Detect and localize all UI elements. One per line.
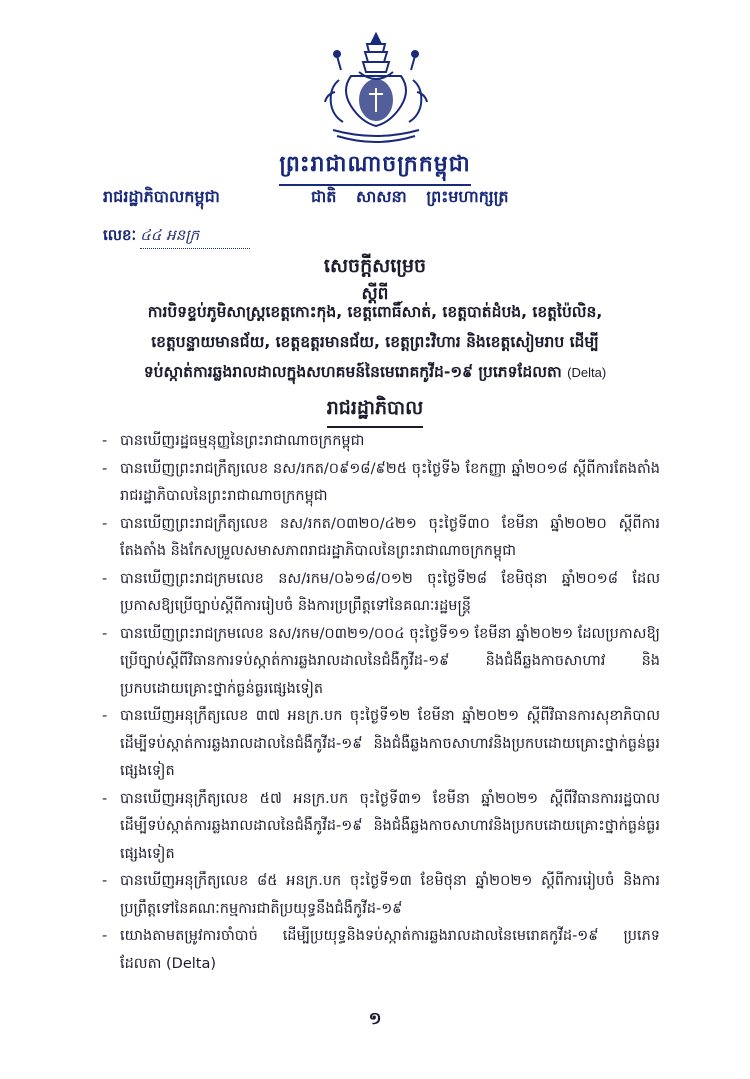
list-item-text: បានឃើញរដ្ឋធម្មនុញ្ញនៃព្រះរាជាណាចក្រកម្ពុជា xyxy=(120,433,365,449)
bullet-dash: - xyxy=(102,460,108,477)
list-item xyxy=(98,511,660,566)
issuing-government: រាជរដ្ឋាភិបាលកម្ពុជា xyxy=(103,187,220,206)
list-item-text: បានឃើញព្រះរាជក្រឹត្យលេខ នស/រកត/០៩១៨/៩២៥ ចុះថ្ងៃទី៦ ខែកញ្ញា ឆ្នាំ២០១៨ ស្តីពីការតែងតាំងរាជរដ្ឋាភិបាលនៃព្រះរាជាណាចក្រកម្ពុជា xyxy=(120,460,660,504)
delta-label: (Delta) xyxy=(567,365,607,380)
list-item xyxy=(98,923,660,978)
document-type-title: សេចក្តីសម្រេច xyxy=(323,255,427,277)
list-item xyxy=(98,868,660,923)
subject-line-3-text: ទប់ស្កាត់ការឆ្លងរាលដាលក្នុងសហគមន៍នៃមេរោគកូវីដ-១៩ ប្រភេទដែលតា xyxy=(143,363,562,381)
bullet-dash: - xyxy=(102,873,108,889)
national-motto: ជាតិ សាសនា ព្រះមហាក្សត្រ xyxy=(311,187,509,206)
document-number xyxy=(103,226,250,249)
section-title xyxy=(0,396,750,428)
legal-basis-list xyxy=(98,428,660,978)
subject-line-1: ការបិទខ្ទប់ភូមិសាស្ត្រខេត្តកោះកុង, ខេត្តពោធិ៍សាត់, ខេត្តបាត់ដំបង, ខេត្តប៉ៃលិន, xyxy=(147,303,603,321)
bullet-dash: - xyxy=(102,708,108,724)
list-item-text: បានឃើញព្រះរាជក្រមលេខ នស/រកម/០៦១៨/០១២ ចុះថ្ងៃទី២៨ ខែមិថុនា ឆ្នាំ២០១៨ ដែលប្រកាសឱ្យប្រើច្បាប់ស្តីពីការរៀបចំ និងការប្រព្រឹត្តទៅនៃគណៈរដ្ឋមន្ត្រី xyxy=(120,570,660,614)
list-item xyxy=(98,566,660,621)
number-value: ៤៤ អនក្រ xyxy=(140,226,250,249)
bullet-dash: - xyxy=(102,928,108,944)
bullet-dash: - xyxy=(102,570,108,587)
list-item-text: យោងតាមតម្រូវការចាំបាច់ ដើម្បីប្រយុទ្ធនិងទប់ស្កាត់ការឆ្លងរាលដាលនៃមេរោគកូវីដ-១៩ ប្រភេទដែលតា (Delta) xyxy=(120,928,660,972)
section-title-text: រាជរដ្ឋាភិបាល xyxy=(327,396,423,428)
kingdom-name xyxy=(0,150,750,186)
subject-line-2: ខេត្តបន្ទាយមានជ័យ, ខេត្តឧត្តរមានជ័យ, ខេត្តព្រះវិហារ និងខេត្តសៀមរាប ដើម្បី xyxy=(151,333,599,351)
list-item-text: បានឃើញអនុក្រឹត្យលេខ ៥៧ អនក្រ.បក ចុះថ្ងៃទី៣១ ខែមីនា ឆ្នាំ២០២១ ស្តីពីវិធានការរដ្ឋបាលដើម្បីទប់ស្កាត់ការឆ្លងរាលដាលនៃជំងឺកូវីដ-១៩ និងជំងឺឆ្លងកាចសាហាវនិងប្រកបដោយគ្រោះថ្នាក់ធ្ងន់ធ្ងរផ្សេងទៀត xyxy=(120,790,660,862)
list-item-text: បានឃើញអនុក្រឹត្យលេខ ៨៥ អនក្រ.បក ចុះថ្ងៃទី១៣ ខែមិថុនា ឆ្នាំ២០២១ ស្តីពីការរៀបចំ និងការប្រព្រឹត្តទៅនៃគណៈកម្មការជាតិប្រយុទ្ធនឹងជំងឺកូវីដ-១៩ xyxy=(120,873,660,917)
list-item-text: បានឃើញព្រះរាជក្រឹត្យលេខ នស/រកត/០៣២០/៤២១ ចុះថ្ងៃទី៣០ ខែមីនា ឆ្នាំ២០២០ ស្តីពីការតែងតាំង និងកែសម្រួលសមាសភាពរាជរដ្ឋាភិបាលនៃព្រះរាជាណាចក្រកម្ពុជា xyxy=(120,515,660,559)
list-item xyxy=(98,786,660,869)
kingdom-name-text: ព្រះរាជាណាចក្រកម្ពុជា xyxy=(279,150,470,186)
subject-line-3 xyxy=(95,357,655,388)
list-item-text: បានឃើញអនុក្រឹត្យលេខ ៣៧ អនក្រ.បក ចុះថ្ងៃទី១២ ខែមីនា ឆ្នាំ២០២១ ស្តីពីវិធានការសុខាភិបាលដើម្បីទប់ស្កាត់ការឆ្លងរាលដាលនៃជំងឺកូវីដ-១៩ និងជំងឺឆ្លងកាចសាហាវនិងប្រកបដោយគ្រោះថ្នាក់ធ្ងន់ធ្ងរផ្សេងទៀត xyxy=(120,708,660,779)
bullet-dash: - xyxy=(102,625,108,642)
list-item xyxy=(98,703,660,786)
number-label: លេខៈ xyxy=(103,226,137,244)
list-item xyxy=(98,428,660,456)
page-number: ១ xyxy=(368,1009,382,1029)
bullet-dash: - xyxy=(102,515,108,532)
royal-coat-of-arms-icon xyxy=(311,30,441,150)
about-label: ស្តីពី xyxy=(361,284,389,304)
list-item xyxy=(98,621,660,704)
list-item-text: បានឃើញព្រះរាជក្រមលេខ នស/រកម/០៣២១/០០៤ ចុះថ្ងៃទី១១ ខែមីនា ឆ្នាំ២០២១ ដែលប្រកាសឱ្យប្រើច្បាប់ស្តីពីវិធានការទប់ស្កាត់ការឆ្លងរាលដាលនៃជំងឺកូវីដ-១៩ និងជំងឺឆ្លងកាចសាហាវ និងប្រកបដោយគ្រោះថ្នាក់ធ្ងន់ធ្ងរផ្សេងទៀត xyxy=(120,625,660,697)
bullet-dash: - xyxy=(102,433,108,449)
bullet-dash: - xyxy=(102,790,108,807)
list-item xyxy=(98,456,660,511)
